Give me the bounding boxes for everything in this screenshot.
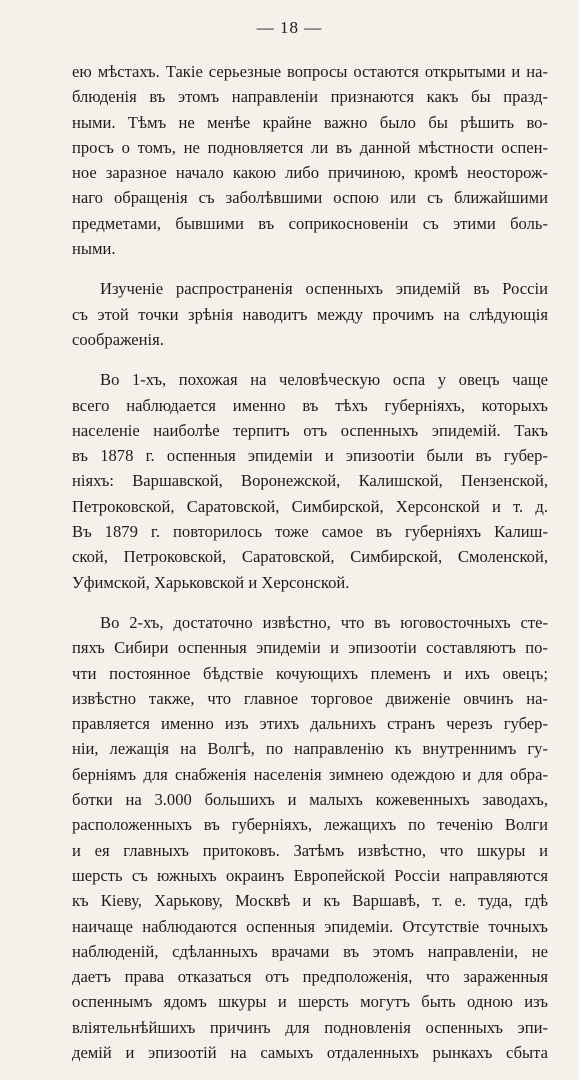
text-line: Въ 1879 г. повторилось тоже самое въ губерніяхъ Калиш-: [72, 522, 548, 542]
text-line: Петроковской, Саратовской, Симбирской, Херсонской и т. д.: [72, 496, 548, 516]
text-line: демій и эпизоотій на самыхъ отдаленныхъ рынкахъ сбыта: [72, 1042, 548, 1062]
text-line: чти постоянное бѣдствіе кочующихъ племенъ и ихъ овецъ;: [72, 663, 548, 683]
paragraph: [72, 276, 548, 352]
text-line: пяхъ Сибири оспенныя эпидеміи и эпизоотіи составляютъ по-: [72, 638, 548, 658]
text-line: съ этой точки зрѣнія наводитъ между прочимъ на слѣдующія: [72, 304, 548, 324]
text-line: даетъ права отказаться отъ предположенія, что зараженныя: [72, 967, 548, 987]
text-line: блюденія въ этомъ направленіи признаются какъ бы празд-: [72, 87, 548, 107]
text-line: ное заразное начало какою либо причиною, кромѣ неосторож-: [72, 163, 548, 183]
text-line: ской, Петроковской, Саратовской, Симбирской, Смоленской,: [72, 547, 548, 567]
paragraph: [72, 610, 548, 1065]
text-line: всего наблюдается именно въ тѣхъ губерніяхъ, которыхъ: [72, 395, 548, 415]
text-line: оспеннымъ ядомъ шкуры и шерсть могутъ быть одною изъ: [72, 992, 548, 1012]
text-line: ботки на 3.000 большихъ и малыхъ кожевенныхъ заводахъ,: [72, 790, 548, 810]
text-line: Уфимской, Харьковской и Херсонской.: [72, 572, 350, 592]
text-line: ными.: [72, 239, 116, 259]
text-line: просъ о томъ, не подновляется ли въ данной мѣстности оспен-: [72, 137, 548, 157]
page-number: — 18 —: [256, 18, 323, 37]
text-line: соображенія.: [72, 329, 164, 349]
text-line: ніи, лежащія на Волгѣ, по направленію къ внутреннимъ гу-: [72, 739, 548, 759]
text-line: вліятельнѣйшихъ причинъ для подновленія оспенныхъ эпи-: [72, 1017, 548, 1037]
text-line: Во 1-хъ, похожая на человѣческую оспа у овецъ чаще: [100, 370, 548, 390]
paragraph: [72, 367, 548, 595]
text-line: наблюденій, сдѣланныхъ врачами въ этомъ направленіи, не: [72, 941, 548, 961]
text-line: наго обращенія съ заболѣвшими оспою или съ ближайшими: [72, 188, 548, 208]
text-line: предметами, бывшими въ соприкосновеніи съ этими боль-: [72, 213, 548, 233]
body-text: [72, 59, 548, 1080]
text-line: шерсть съ южныхъ окраинъ Европейской Россіи направляются: [72, 865, 548, 885]
text-line: и ея главныхъ притоковъ. Затѣмъ извѣстно, что шкуры и: [72, 840, 548, 860]
text-line: ными. Тѣмъ не менѣе крайне важно было бы рѣшить во-: [72, 112, 548, 132]
text-line: правляется именно изъ этихъ дальнихъ странъ черезъ губер-: [72, 714, 548, 734]
text-line: въ 1878 г. оспенныя эпидеміи и эпизоотіи были въ губер-: [72, 446, 548, 466]
text-line: наичаще наблюдаются оспенныя эпидеміи. Отсутствіе точныхъ: [72, 916, 548, 936]
text-line: берніямъ для снабженія населенія зимнею одеждою и для обра-: [72, 764, 548, 784]
text-line: извѣстно также, что главное торговое движеніе овчинъ на-: [72, 688, 548, 708]
paragraph: [72, 59, 548, 261]
text-line: ею мѣстахъ. Такіе серьезные вопросы остаются открытыми и на-: [72, 62, 548, 81]
text-line: Во 2-хъ, достаточно извѣстно, что въ юговосточныхъ сте-: [100, 612, 548, 632]
text-line: ніяхъ: Варшавской, Воронежской, Калишской, Пензенской,: [72, 471, 548, 491]
text-line: къ Кіеву, Харькову, Москвѣ и къ Варшавѣ, т. е. туда, гдѣ: [72, 891, 548, 911]
text-line: населеніе наиболѣе терпитъ отъ оспенныхъ эпидемій. Такъ: [72, 420, 548, 440]
text-line: расположенныхъ въ губерніяхъ, лежащихъ по теченію Волги: [72, 815, 548, 835]
text-line: Изученіе распространенія оспенныхъ эпидемій въ Россіи: [100, 279, 548, 299]
